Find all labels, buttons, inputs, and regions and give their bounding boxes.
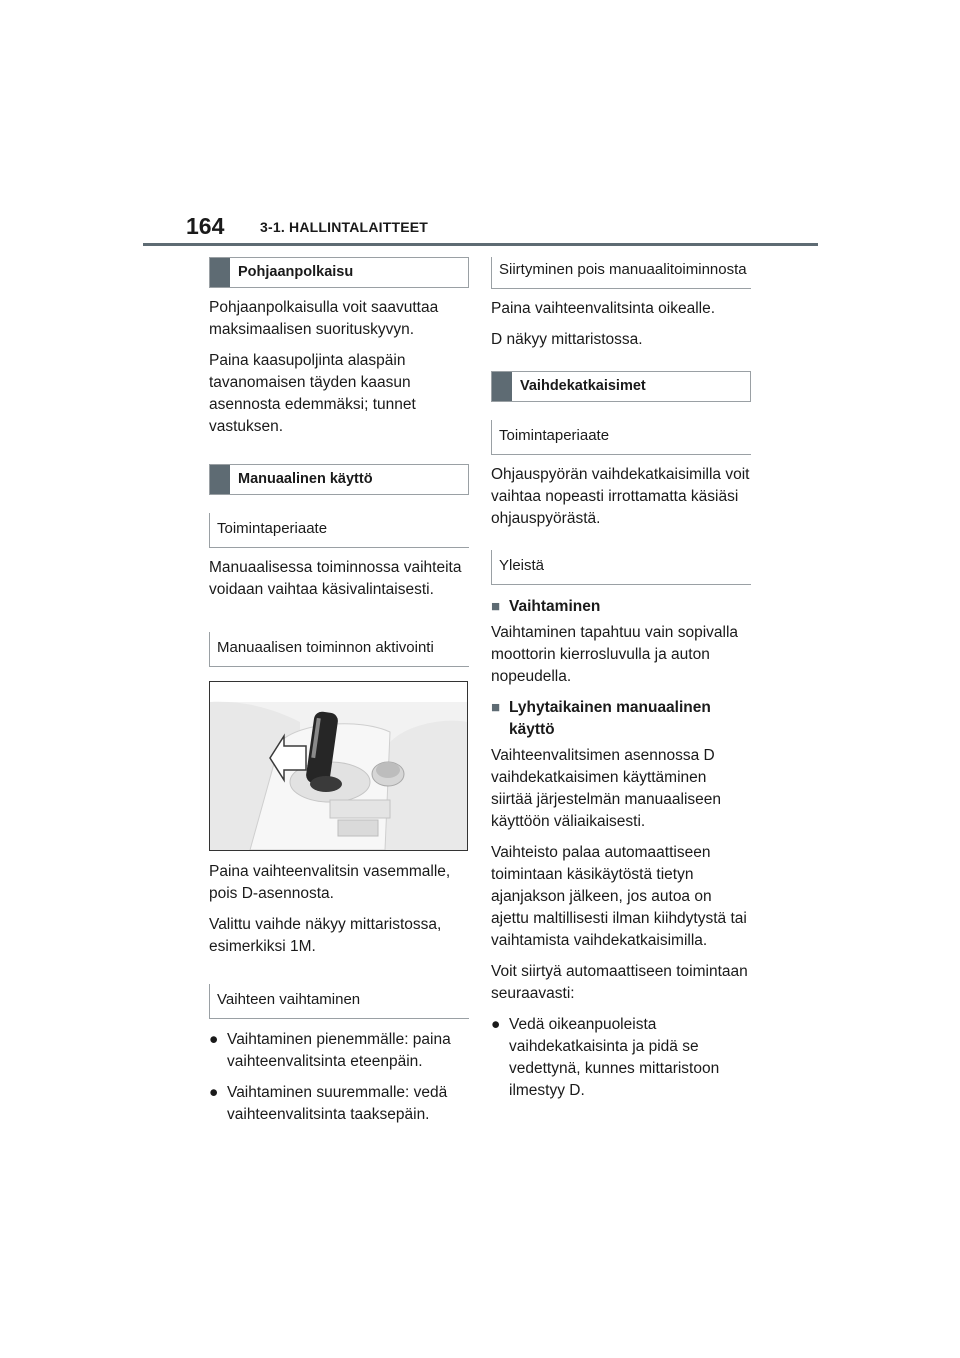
bullet-icon: ● <box>491 1016 501 1033</box>
left-column <box>209 257 469 1135</box>
paragraph: Ohjauspyörän vaihdekatkaisimilla voit vaihtaa nopeasti irrottamatta käsiäsi ohjauspyörästä. <box>491 466 750 527</box>
heading-vaihdekatkaisimet <box>491 371 751 402</box>
heading-text: Pohjaanpolkaisu <box>238 264 354 280</box>
list-heading-text: Lyhytaikainen manuaalinen käyttö <box>509 699 711 738</box>
list-item <box>491 1014 751 1102</box>
gear-selector-illustration <box>209 681 468 851</box>
heading-bar <box>492 372 512 401</box>
paragraph: D näkyy mittaristossa. <box>491 331 643 348</box>
subheading-aktivointi: Manuaalisen toiminnon aktivointi <box>209 632 469 667</box>
heading-text: Vaihdekatkaisimet <box>520 378 646 394</box>
list-heading-text: Vaihtaminen <box>509 598 601 615</box>
heading-bar <box>210 258 230 287</box>
list-heading <box>491 697 751 741</box>
gear-selector-image <box>210 682 467 850</box>
paragraph: Valittu vaihde näkyy mittaristossa, esimerkiksi 1M. <box>209 916 442 955</box>
square-icon: ■ <box>491 598 501 615</box>
subheading-siirtyminen: Siirtyminen pois manuaalitoiminnosta <box>491 257 751 289</box>
paragraph: Manuaalisessa toiminnossa vaihteita voidaan vaihtaa käsivalintaisesti. <box>209 559 462 598</box>
section-title: 3-1. HALLINTALAITTEET <box>260 219 429 235</box>
page-number: 164 <box>186 213 225 239</box>
heading-bar <box>210 465 230 494</box>
right-column <box>491 257 751 1111</box>
square-icon: ■ <box>491 699 501 716</box>
paragraph: Pohjaanpolkaisulla voit saavuttaa maksimaalisen suorituskyvyn. <box>209 299 439 338</box>
paragraph: Voit siirtyä automaattiseen toimintaan seuraavasti: <box>491 963 748 1002</box>
paragraph: Paina vaihteenvalitsinta oikealle. <box>491 300 716 317</box>
list-item-text: Vaihtaminen suuremmalle: vedä vaihteenvalitsinta taaksepäin. <box>227 1084 448 1123</box>
subheading-toimintaperiaate: Toimintaperiaate <box>209 513 469 548</box>
list-item-text: Vaihtaminen pienemmälle: paina vaihteenvalitsinta eteenpäin. <box>227 1031 451 1070</box>
paragraph: Vaihtaminen tapahtuu vain sopivalla moottorin kierrosluvulla ja auton nopeudella. <box>491 624 739 685</box>
header-rule <box>143 243 818 246</box>
list-heading <box>491 596 751 618</box>
subheading-vaihteen-vaihtaminen: Vaihteen vaihtaminen <box>209 984 469 1019</box>
paragraph: Vaihteisto palaa automaattiseen toimintaan käsikäytöstä tietyn ajanjakson jälkeen, jos autoa on ajettu maltillisesti ilman kiihdytystä tai vaihtamista vaihdekatkaisimilla. <box>491 844 747 949</box>
bullet-icon: ● <box>209 1031 219 1048</box>
bullet-icon: ● <box>209 1084 219 1101</box>
list-item-text: Vedä oikeanpuoleista vaihdekatkaisinta ja pidä se vedettynä, kunnes mittaristoon ilmestyy D. <box>509 1016 720 1099</box>
paragraph: Paina vaihteenvalitsin vasemmalle, pois D-asennosta. <box>209 863 451 902</box>
heading-manuaalinen-kaytto <box>209 464 469 495</box>
heading-pohjaanpolkaisu <box>209 257 469 288</box>
paragraph: Vaihteenvalitsimen asennossa D vaihdekatkaisimen käyttäminen siirtää järjestelmän manuaaliseen käyttöön väliaikaisesti. <box>491 747 722 830</box>
list-item <box>209 1082 469 1126</box>
subheading-toimintaperiaate: Toimintaperiaate <box>491 420 751 455</box>
heading-text: Manuaalinen käyttö <box>238 471 373 487</box>
list-item <box>209 1029 469 1073</box>
paragraph: Paina kaasupoljinta alaspäin tavanomaisen täyden kaasun asennosta edemmäksi; tunnet vastuksen. <box>209 352 416 435</box>
subheading-yleista: Yleistä <box>491 550 751 585</box>
